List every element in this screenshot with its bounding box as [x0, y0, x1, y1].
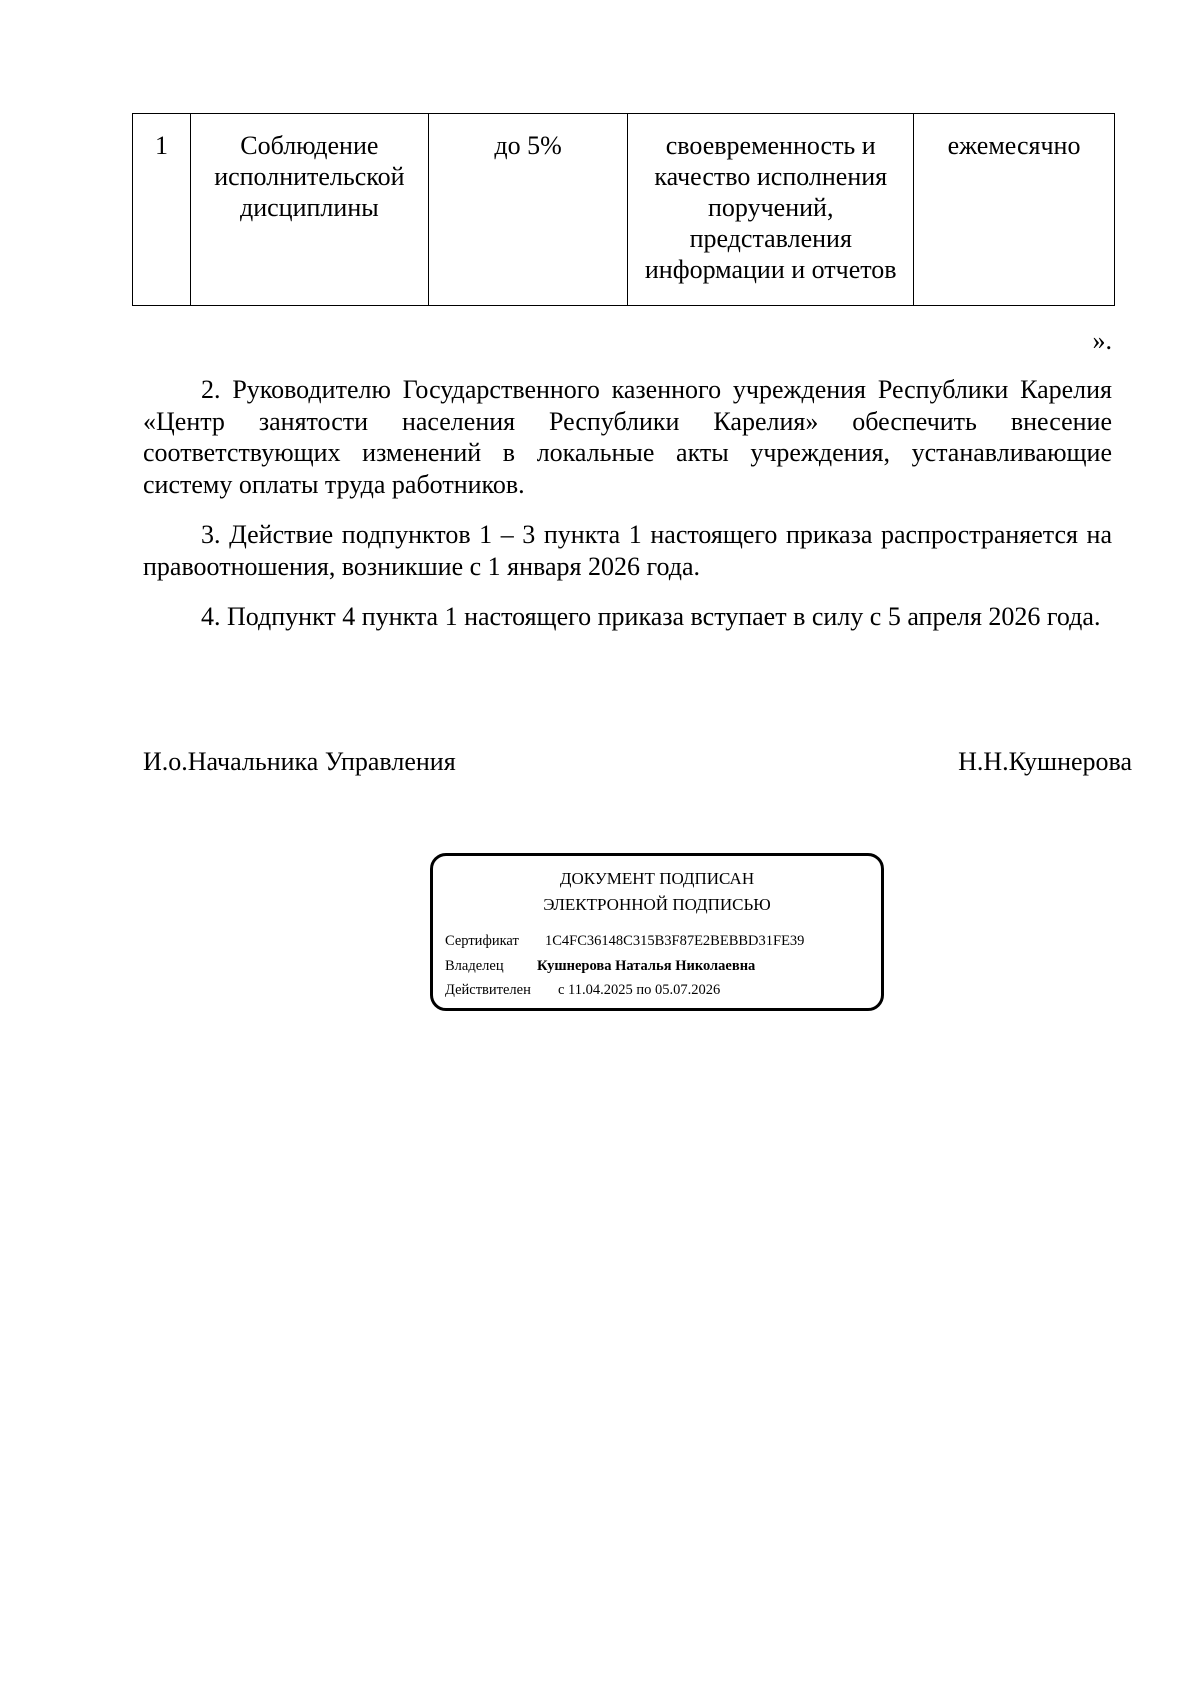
cell-amount: до 5% [428, 114, 628, 306]
stamp-title-line-1: ДОКУМЕНТ ПОДПИСАН [559, 869, 755, 888]
validity-label: Действителен [445, 982, 531, 998]
certificate-label: Сертификат [445, 933, 519, 949]
stamp-certificate-row [445, 931, 805, 951]
cell-period: ежемесячно [914, 114, 1115, 306]
stamp-title [433, 866, 881, 918]
validity-value: с 11.04.2025 по 05.07.2026 [558, 982, 721, 998]
paragraph-3: 3. Действие подпунктов 1 – 3 пункта 1 настоящего приказа распространяется на правоотношения, возникшие с 1 января 2026 года. [143, 520, 1112, 581]
table-row [133, 114, 1115, 306]
stamp-owner-row [445, 956, 756, 976]
stamp-validity-row [445, 980, 721, 1000]
electronic-signature-stamp [430, 853, 884, 1011]
paragraph-2: 2. Руководителю Государственного казенного учреждения Республики Карелия «Центр занятости населения Республики Карелия» обеспечить внесение соответствующих изменений в локальные акты учреждения, устанавливающие систему оплаты труда работников. [143, 375, 1112, 499]
cell-indicator: своевременность и качество исполнения поручений, представления информации и отчетов [628, 114, 914, 306]
cell-number: 1 [133, 114, 191, 306]
signatory-name: Н.Н.Кушнерова [958, 747, 1132, 776]
criteria-table [132, 113, 1115, 306]
certificate-value: 1C4FC36148C315B3F87E2BEBBD31FE39 [545, 933, 805, 949]
stamp-title-line-2: ЭЛЕКТРОННОЙ ПОДПИСЬЮ [543, 895, 771, 914]
closing-quote: ». [1092, 326, 1112, 355]
signatory-position: И.о.Начальника Управления [143, 747, 456, 776]
paragraph-4: 4. Подпункт 4 пункта 1 настоящего приказа вступает в силу с 5 апреля 2026 года. [201, 602, 1101, 631]
cell-criterion: Соблюдение исполнительской дисциплины [190, 114, 428, 306]
owner-value: Кушнерова Наталья Николаевна [537, 958, 756, 974]
owner-label: Владелец [445, 958, 504, 974]
